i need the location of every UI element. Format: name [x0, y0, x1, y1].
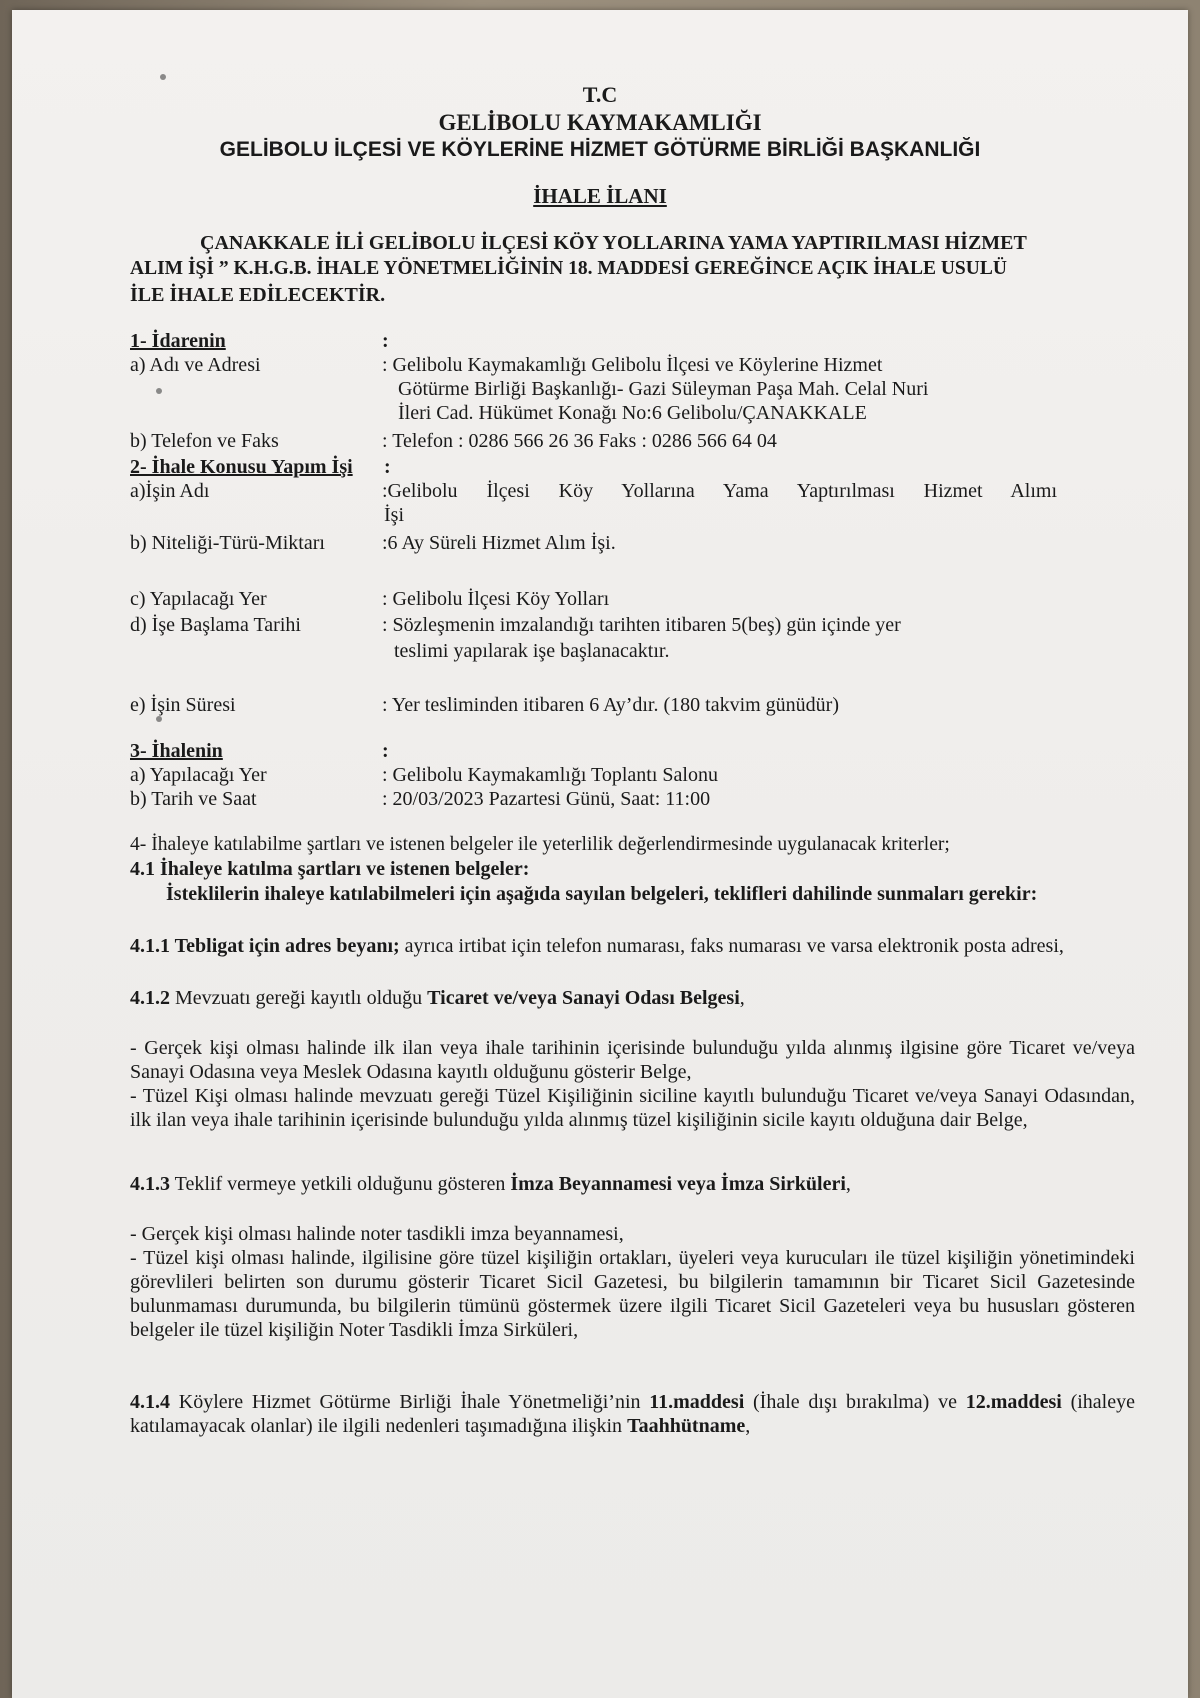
section-1-colon: : — [382, 330, 389, 352]
p411-rest: ayrıca irtibat için telefon numarası, faks numarası ve varsa elektronik posta adresi, — [399, 935, 1064, 957]
p411-bold: Tebligat için adres beyanı; — [170, 935, 400, 957]
p413-text: Teklif vermeye yetkili olduğunu gösteren — [170, 1173, 511, 1195]
s3-b-value: : 20/03/2023 Pazartesi Günü, Saat: 11:00 — [382, 788, 711, 810]
s2-b-label: b) Niteliği-Türü-Miktarı — [130, 532, 325, 554]
section-4-1-text: İsteklilerin ihaleye katılabilmeleri için aşağıda sayılan belgeleri, teklifleri dahilinde sunmaları gerekir: — [166, 883, 1038, 905]
p412-end: , — [739, 987, 745, 1009]
p414-end: , — [745, 1415, 751, 1437]
intro-line-3: İLE İHALE EDİLECEKTİR. — [130, 284, 386, 306]
header-office: GELİBOLU KAYMAKAMLIĞI — [438, 110, 762, 135]
p414-bold-2: 12.maddesi — [965, 1391, 1062, 1413]
s2-a-label: a)İşin Adı — [130, 480, 210, 502]
p412-bold: Ticaret ve/veya Sanayi Odası Belgesi — [427, 987, 740, 1009]
s2-e-label: e) İşin Süresi — [130, 694, 236, 716]
paragraph-4-1-2 — [130, 986, 1135, 1010]
section-4-1-title: 4.1 İhaleye katılma şartları ve istenen belgeler: — [130, 858, 530, 880]
p413-number: 4.1.3 — [130, 1173, 170, 1195]
s1-a-label: a) Adı ve Adresi — [130, 354, 261, 376]
s2-d-value-2: teslimi yapılarak işe başlanacaktır. — [394, 640, 670, 662]
header-union: GELİBOLU İLÇESİ VE KÖYLERİNE HİZMET GÖTÜRME BİRLİĞİ BAŞKANLIĞI — [219, 138, 981, 161]
s2-c-value: : Gelibolu İlçesi Köy Yolları — [382, 588, 610, 610]
s2-c-label: c) Yapılacağı Yer — [130, 588, 267, 610]
paragraph-4-1-4 — [130, 1390, 1135, 1438]
p414-text: Köylere Hizmet Götürme Birliği İhale Yönetmeliği’nin — [170, 1391, 650, 1413]
s1-b-value: : Telefon : 0286 566 26 36 Faks : 0286 566 64 04 — [382, 430, 777, 452]
header-tc: T.C — [582, 82, 618, 107]
s3-b-label: b) Tarih ve Saat — [130, 788, 257, 810]
s3-a-value: : Gelibolu Kaymakamlığı Toplantı Salonu — [382, 764, 718, 786]
section-3-title — [130, 740, 386, 763]
s2-a-value-2: İşi — [384, 504, 404, 526]
p414-number: 4.1.4 — [130, 1391, 170, 1413]
p414-bold-1: 11.maddesi — [649, 1391, 745, 1413]
document-page — [12, 10, 1188, 1698]
s1-a-value-1: : Gelibolu Kaymakamlığı Gelibolu İlçesi ve Köylerine Hizmet — [382, 354, 883, 376]
section-1-title — [130, 330, 390, 353]
section-1-title-text: 1- İdarenin — [130, 330, 226, 352]
s2-e-value: : Yer tesliminden itibaren 6 Ay’dır. (180 takvim günüdür) — [382, 694, 840, 716]
p413-bold: İmza Beyannamesi veya İmza Sirküleri — [510, 1173, 846, 1195]
p414-mid-1: (İhale dışı bırakılma) ve — [744, 1391, 966, 1413]
section-3-title-text: 3- İhalenin — [130, 740, 223, 762]
paper-speck — [160, 74, 166, 80]
paper-speck — [156, 388, 162, 394]
p414-mid-2: (ihaleye katılamayacak olanlar) ile ilgili nedenleri taşımadığına ilişkin — [130, 1391, 1135, 1437]
p413-end: , — [845, 1173, 851, 1195]
document-title: İHALE İLANI — [533, 184, 667, 208]
p413-item-1: - Gerçek kişi olması halinde noter tasdikli imza beyannamesi, — [130, 1223, 624, 1245]
s1-a-value-2: Götürme Birliği Başkanlığı- Gazi Süleyman Paşa Mah. Celal Nuri — [398, 378, 929, 400]
p412-item-2: - Tüzel Kişi olması halinde mevzuatı gereği Tüzel Kişiliğinin siciline kayıtlı bulunduğu Ticaret ve/veya Sanayi Odasından, ilk ilan veya ihale tarihinin içerisinde bulunduğu yılda alınmış tüzel kişiliğinin sicile kayıtı olduğuna dair Belge, — [130, 1085, 1135, 1131]
p412-text: Mevzuatı gereği kayıtlı olduğu — [170, 987, 428, 1009]
s3-a-label: a) Yapılacağı Yer — [130, 764, 267, 786]
s1-b-label: b) Telefon ve Faks — [130, 430, 279, 452]
s2-d-value-1: : Sözleşmenin imzalandığı tarihten itibaren 5(beş) gün içinde yer — [382, 614, 901, 636]
s2-b-value: :6 Ay Süreli Hizmet Alım İşi. — [382, 532, 616, 554]
section-2-colon: : — [384, 456, 391, 478]
s1-a-value-3: İleri Cad. Hükümet Konağı No:6 Gelibolu/ÇANAKKALE — [398, 402, 867, 424]
intro-line-2: ALIM İŞİ ” K.H.G.B. İHALE YÖNETMELİĞİNİN 18. MADDESİ GEREĞİNCE AÇIK İHALE USULÜ — [130, 258, 1007, 279]
s2-d-label: d) İşe Başlama Tarihi — [130, 614, 301, 636]
p412-item-1: - Gerçek kişi olması halinde ilk ilan veya ihale tarihinin içerisinde bulunduğu yılda alınmış ilgisine göre Ticaret ve/veya Sanayi Odasına veya Meslek Odasına kayıtlı olduğunu gösterir Belge, — [130, 1037, 1135, 1083]
p411-number: 4.1.1 — [130, 935, 170, 957]
paragraph-4-1-1 — [130, 934, 1135, 958]
section-4-title: 4- İhaleye katılabilme şartları ve istenen belgeler ile yeterlilik değerlendirmesinde uygulanacak kriterler; — [130, 834, 950, 855]
section-2-title: 2- İhale Konusu Yapım İşi — [130, 456, 353, 478]
section-3-colon: : — [382, 740, 389, 762]
p412-number: 4.1.2 — [130, 987, 170, 1009]
paragraph-4-1-3 — [130, 1172, 1135, 1196]
p413-item-2: - Tüzel kişi olması halinde, ilgilisine göre tüzel kişiliğin ortakları, üyeleri veya kurucuları ile tüzel kişiliğin yönetimindeki görevlileri belirten son durumu gösterir Ticaret Sicil Gazetesi, bu bilgilerin tamamının bir Ticaret Sicil Gazetesinde bulunmaması durumunda, bu bilgilerin tümünü göstermek üzere ilgili Ticaret Sicil Gazeteleri veya bu hususları gösteren belgeler ile tüzel kişiliğin Noter Tasdikli İmza Sirküleri, — [130, 1247, 1135, 1341]
p414-bold-3: Taahhütname — [627, 1415, 746, 1437]
intro-line-1: ÇANAKKALE İLİ GELİBOLU İLÇESİ KÖY YOLLARINA YAMA YAPTIRILMASI HİZMET — [200, 232, 1027, 254]
s2-a-value-1: :Gelibolu İlçesi Köy Yollarına Yama Yaptırılması Hizmet Alımı — [382, 480, 1057, 502]
